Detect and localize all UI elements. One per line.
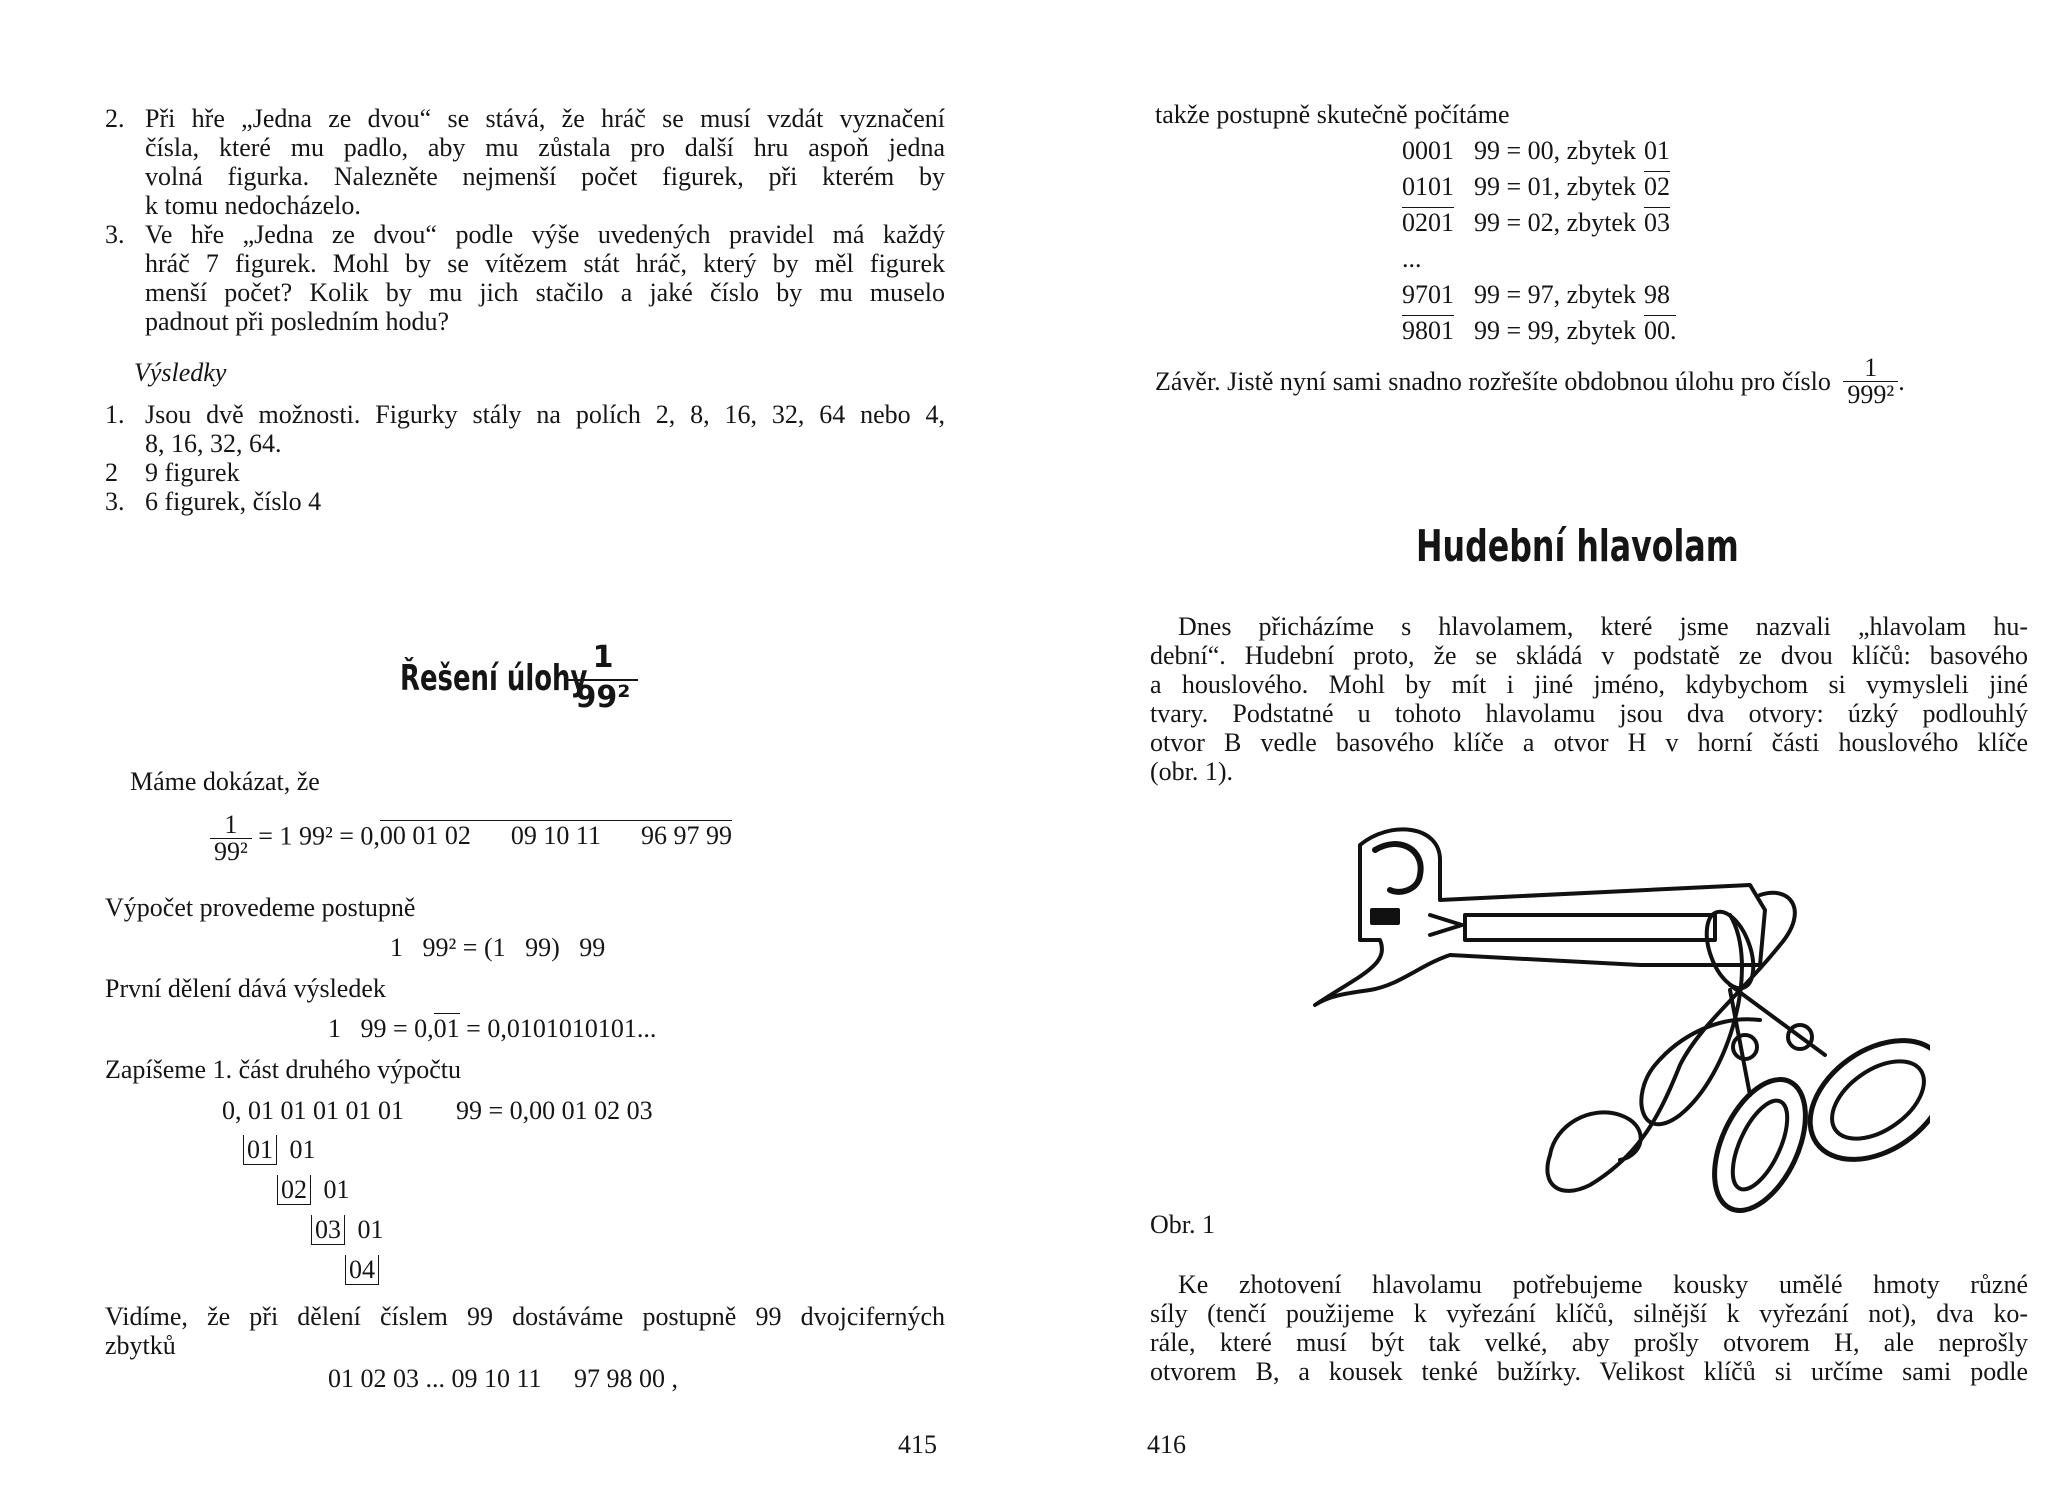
equation-text: 1 99 = 0, xyxy=(328,1014,434,1043)
remainder-value: 02 xyxy=(1643,172,1670,201)
bead-1 xyxy=(1733,1035,1757,1059)
text-line: hráč 7 figurek. Mohl by se vítězem stát hráč, který by měl figurek xyxy=(145,249,945,278)
fraction-denominator: 999² xyxy=(1843,381,1898,408)
remainder-box: 02 xyxy=(277,1175,311,1205)
fraction-numerator: 1 xyxy=(224,810,238,839)
text-line: 9 figurek xyxy=(145,458,240,487)
equation-text: = 0,0101010101... xyxy=(459,1014,657,1043)
remainder-sequence: 01 02 03 ... 09 10 11 97 98 00 , xyxy=(328,1364,679,1393)
dividend-cell xyxy=(1402,313,1474,349)
quotient-cell: 99 = 99, zbytek xyxy=(1474,316,1636,345)
fraction-denominator: 99² xyxy=(575,680,631,715)
remainder-cell xyxy=(1644,241,1697,277)
remainder-value: 00. xyxy=(1643,316,1677,345)
fraction-numerator: 1 xyxy=(592,640,614,675)
text-line: Vidíme, že při dělení číslem 99 dostáváme postupně 99 dvojciferných xyxy=(105,1302,945,1331)
page-number: 415 xyxy=(898,1430,937,1459)
section-heading xyxy=(400,640,700,720)
text-line: 8, 16, 32, 64. xyxy=(145,429,282,458)
conclusion-line: Závěr. Jistě nyní sami snadno rozřešíte obdobnou úlohu pro číslo $\frac{1}{\text{999²}}$ . xyxy=(1155,353,1905,409)
note-left xyxy=(1696,1065,1824,1215)
first-division-equation xyxy=(328,1014,656,1043)
remainder-box: 03 xyxy=(311,1215,345,1245)
step-intro: Výpočet provedeme postupně xyxy=(105,893,416,922)
text-line: zbytků xyxy=(105,1331,176,1360)
division-step-4 xyxy=(345,1255,379,1285)
conclusion-paragraph xyxy=(105,1302,945,1360)
remainder-value: 03 xyxy=(1643,208,1670,237)
remainder-cell xyxy=(1644,133,1697,169)
repeating-part: 09 10 11 xyxy=(510,821,601,851)
text-line: Dnes přicházíme s hlavolamem, které jsme nazvali „hlavolam hu- xyxy=(1178,612,2028,641)
result-1 xyxy=(105,400,945,458)
division-step-3 xyxy=(311,1215,384,1245)
text-line: padnout při posledním hodu? xyxy=(145,307,450,336)
remainder-box: 01 xyxy=(243,1135,277,1165)
text-line: (obr. 1). xyxy=(1150,757,1234,786)
carry-digits: 01 xyxy=(357,1215,384,1244)
remainder-value: 01 xyxy=(1643,136,1670,165)
second-division-intro: Zapíšeme 1. část druhého výpočtu xyxy=(105,1055,461,1084)
fraction xyxy=(210,812,252,865)
table-row xyxy=(1402,277,1696,313)
division-step-2 xyxy=(277,1175,350,1205)
text-line: Jsou dvě možnosti. Figurky stály na polích 2, 8, 16, 32, 64 nebo 4, xyxy=(145,400,945,429)
text-line: otvor B vedle basového klíče a otvor H v horní části houslového klíče xyxy=(1150,728,2028,757)
first-division-intro: První dělení dává výsledek xyxy=(105,974,386,1003)
small-slot xyxy=(1372,910,1398,923)
conclusion-text: Závěr. Jistě nyní sami snadno rozřešíte obdobnou úlohu pro číslo xyxy=(1155,367,1831,396)
quotient-cell xyxy=(1474,241,1644,277)
result-number: 3. xyxy=(105,487,125,516)
bass-clef-hook xyxy=(1375,844,1421,892)
text-line: otvorem B, a kousek tenké bužírky. Velikost klíčů si určíme sami podle xyxy=(1150,1357,2028,1386)
carry-digits: 01 xyxy=(323,1175,350,1204)
text-line: a houslového. Mohl by mít i jiné jméno, kdybychom si vymysleli jiné xyxy=(1150,670,2028,699)
results-heading: Výsledky xyxy=(134,358,227,387)
dividend-cell xyxy=(1402,205,1474,241)
article-title: Hudební hlavolam xyxy=(1416,521,1739,572)
figure-caption: Obr. 1 xyxy=(1150,1210,1215,1239)
page-number: 416 xyxy=(1147,1430,1186,1459)
result-number: 2 xyxy=(105,458,118,487)
dividend-value: 0101 xyxy=(1402,172,1454,201)
fraction xyxy=(1843,355,1898,408)
division-step-1 xyxy=(243,1135,316,1165)
slot-b xyxy=(1465,915,1715,940)
section-title: Řešení úlohy xyxy=(400,658,588,699)
text-line: 6 figurek, číslo 4 xyxy=(145,487,322,516)
table-row xyxy=(1402,313,1696,349)
quotient-cell: 99 = 01, zbytek xyxy=(1474,172,1636,201)
dividend-cell: 9701 xyxy=(1402,280,1454,309)
dividend-cell: ... xyxy=(1402,244,1422,273)
result-3 xyxy=(105,487,321,516)
dividend-cell xyxy=(1402,169,1474,205)
remainder-cell: 98 xyxy=(1643,280,1670,309)
dividend-value: 9801 xyxy=(1402,316,1454,345)
problem-number: 2. xyxy=(105,104,125,133)
table-row xyxy=(1402,205,1696,241)
second-division-line: 0, 01 01 01 01 01 99 = 0,00 01 02 03 xyxy=(222,1096,653,1125)
paragraph-2 xyxy=(1150,1270,2028,1386)
table-row xyxy=(1402,133,1696,169)
text-line: menší počet? Kolik by mu jich stačilo a jaké číslo by mu muselo xyxy=(145,278,945,307)
equation-1 xyxy=(210,812,732,865)
remainder-box: 04 xyxy=(345,1255,379,1285)
equation-text: = 1 99² = 0, xyxy=(258,821,380,851)
problem-2 xyxy=(105,104,945,220)
text-line: volná figurka. Nalezněte nejmenší počet figurek, při kterém by xyxy=(145,162,945,191)
repeating-part: 96 97 99 xyxy=(640,821,732,851)
dividend-value: 0201 xyxy=(1402,208,1454,237)
repeating-part: 00 01 02 xyxy=(379,821,471,851)
intro-line: takže postupně skutečně počítáme xyxy=(1155,100,1510,129)
quotient-cell: 99 = 00, zbytek xyxy=(1474,136,1636,165)
prove-intro: Máme dokázat, že xyxy=(130,767,320,796)
table-row xyxy=(1402,169,1696,205)
carry-digits: 01 xyxy=(289,1135,316,1164)
fraction-numerator: 1 xyxy=(1864,353,1878,382)
text-line: tvary. Podstatné u tohoto hlavolamu jsou dva otvory: úzký podlouhlý xyxy=(1150,699,2028,728)
text-line: k tomu nedocházelo. xyxy=(145,191,361,220)
paragraph-1 xyxy=(1150,612,2028,786)
text-line: Při hře „Jedna ze dvou“ se stává, že hráč se musí vzdát vyznačení xyxy=(145,104,945,133)
division-table xyxy=(1402,133,1696,349)
remainder-cell xyxy=(1644,169,1697,205)
fraction-denominator: 99² xyxy=(210,838,252,865)
text-line: rále, které musí být tak velké, aby prošly otvorem H, ale neprošly xyxy=(1150,1328,2028,1357)
result-2 xyxy=(105,458,240,487)
text-line: síly (tenčí použijeme k vyřezání klíčů, silnější k vyřezání not), dva ko- xyxy=(1150,1299,2028,1328)
text-line: čísla, které mu padlo, aby mu zůstala pro další hru aspoň jedna xyxy=(145,133,945,162)
problem-number: 3. xyxy=(105,220,125,249)
step-equation: 1 99² = (1 99) 99 xyxy=(390,933,606,962)
slot-arrow xyxy=(1430,915,1462,935)
quotient-cell: 99 = 97, zbytek xyxy=(1474,280,1636,309)
table-row xyxy=(1402,241,1696,277)
right-page xyxy=(1035,0,2070,1500)
text-line: dební“. Hudební proto, že se skládá v podstatě ze dvou klíčů: basového xyxy=(1150,641,2028,670)
problem-3 xyxy=(105,220,945,336)
remainder-cell xyxy=(1644,205,1697,241)
text-line: Ve hře „Jedna ze dvou“ podle výše uvedených pravidel má každý xyxy=(145,220,945,249)
text-line: Ke zhotovení hlavolamu potřebujeme kousky umělé hmoty různé xyxy=(1178,1270,2028,1299)
remainder-cell xyxy=(1644,313,1697,349)
result-number: 1. xyxy=(105,400,125,429)
dividend-cell: 0001 xyxy=(1402,136,1454,165)
repeating-block xyxy=(380,820,732,850)
puzzle-illustration xyxy=(1290,815,1930,1215)
repeating-part: 01 xyxy=(433,1014,460,1043)
note-left-inner xyxy=(1722,1093,1799,1197)
quotient-cell: 99 = 02, zbytek xyxy=(1474,208,1636,237)
